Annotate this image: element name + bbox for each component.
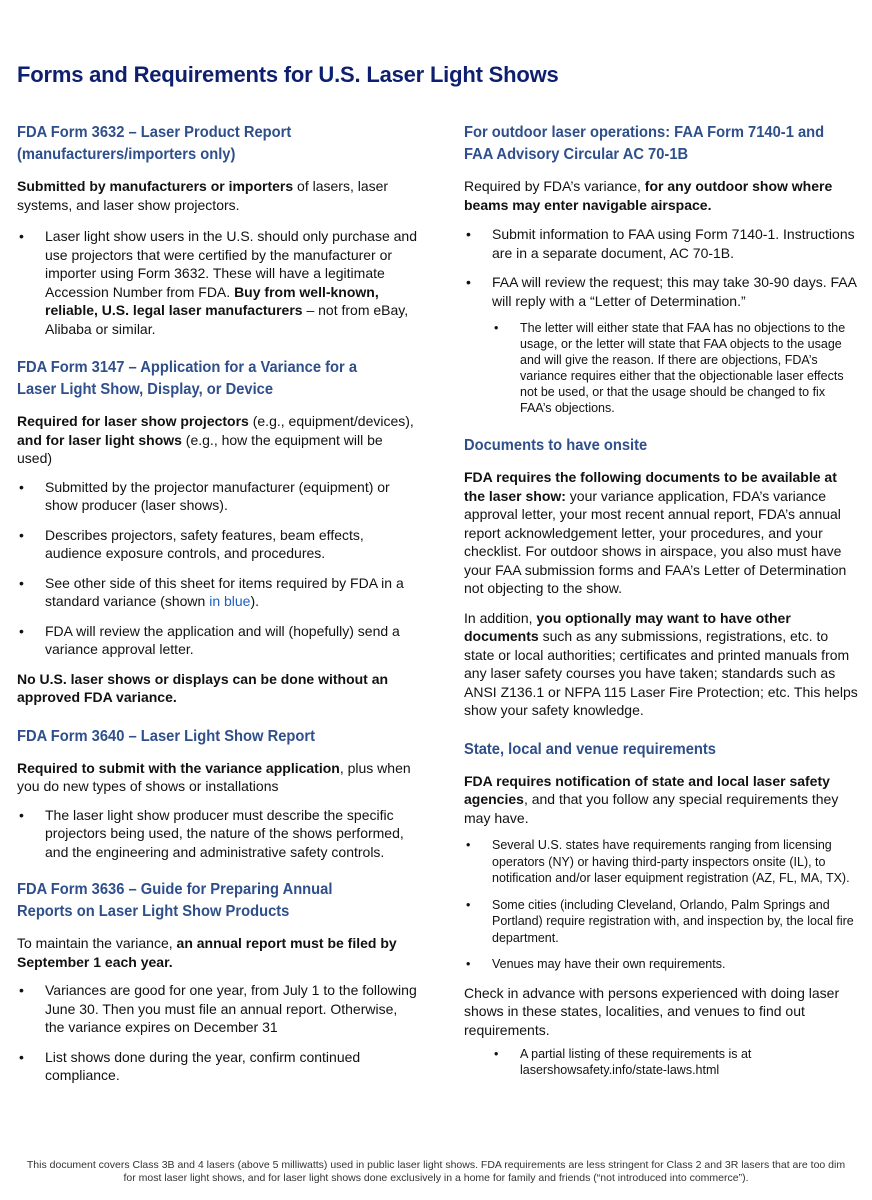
paragraph-text: such as any submissions, registrations, etc. to state or local authorities; certificates and printed manuals from any laser safety courses you have taken; standards such as ANSI Z136.1 or NFPA 115 Laser Fire Protection; etc. This helps show your safety knowledge. [464,628,858,718]
heading-line: For outdoor laser operations: FAA Form 7140-1 and [464,124,825,141]
bullet-icon: • [466,274,471,290]
paragraph-bold: you optionally may want to have other documents [464,609,791,644]
page-title: Forms and Requirements for U.S. Laser Light Shows [17,62,559,87]
section-heading [17,879,414,923]
section-form-3632 [17,122,417,338]
list-item [17,981,417,1037]
bullet-icon: • [19,228,24,244]
list-item [464,1046,860,1078]
item-text: Submit information to FAA using Form 7140-1. Instructions are in a separate document, AC 70-1B. [492,226,855,261]
heading-line: Reports on Laser Light Show Products [17,903,290,920]
intro-bold: FDA requires notification of state and local laser safety agencies [464,772,830,807]
section-documents-onsite [464,435,860,720]
item-text: Several U.S. states have requirements ranging from licensing operators (NY) or having third-party inspectors onsite (IL), to notification and/or laser equipment registration (AZ, FL, MA, TX). [492,838,850,885]
list-item [17,622,417,659]
heading-line: FAA Advisory Circular AC 70-1B [464,146,689,163]
item-text: The letter will either state that FAA has no objections to the usage, or the letter will state that FAA objects to the usage and will give the reason. If there are objections, FDA’s variance requires either that the objectionable laser effects not be used, or that the usage should be changed to fix FAA’s objections. [520,321,846,415]
section-paragraph [464,609,860,720]
bullet-icon: • [19,622,24,639]
item-text: The laser light show producer must describe the specific projectors being used, the nature of the shows performed, and the engineering and administrative safety controls. [45,806,404,860]
item-text: Laser light show users in the U.S. should only purchase and use projectors that were certified by the manufacturer or importer using Form 3632. These will have a legitimate Accession Number from FDA. [45,228,417,300]
intro-bold: Submitted by manufacturers or importers [17,178,294,194]
list-item [17,574,417,611]
intro-text: To maintain the variance, [17,935,177,951]
bullet-icon: • [19,1048,24,1065]
section-closing: Check in advance with persons experienced with doing laser shows in these states, localities, and venues to find out requirements. [464,984,840,1038]
intro-bold: for any outdoor show where beams may enter navigable airspace. [464,178,833,213]
sub-bullet-list [464,320,860,416]
intro-text: of lasers, laser systems, and laser show projectors. [17,178,389,213]
item-blue-text: in blue [209,593,251,609]
item-text: List shows done during the year, confirm continued compliance. [45,1048,361,1083]
section-form-3640 [17,726,417,862]
item-text: Describes projectors, safety features, beam effects, audience exposure controls, and procedures. [45,526,364,561]
bullet-list [17,478,417,659]
section-state-local [464,739,860,1079]
heading-line: Laser Light Show, Display, or Device [17,381,274,398]
intro-bold: and for laser light shows [17,431,182,448]
left-column [17,122,417,1085]
heading-line: FDA Form 3636 – Guide for Preparing Annual [17,881,333,898]
intro-bold: Required to submit with the variance application [17,759,340,776]
paragraph-text: In addition, [464,609,537,626]
list-item [17,478,417,515]
list-item [17,526,417,563]
item-text: A partial listing of these requirements is at lasershowsafety.info/state-laws.html [520,1047,752,1077]
bullet-list [17,981,417,1085]
section-intro [464,772,860,828]
section-paragraph [464,468,860,598]
list-item [17,227,417,338]
section-heading [17,122,414,166]
intro-text: (e.g., how the equipment will be used) [17,431,383,466]
right-column [464,122,860,1078]
list-item [464,837,860,887]
section-outdoor-faa [464,122,860,416]
list-item [464,320,860,416]
item-text: FAA will review the request; this may take 30-90 days. FAA will reply with a “Letter of Determination.” [492,274,857,309]
bullet-icon: • [466,897,471,912]
bullet-icon: • [19,574,24,591]
list-item [464,956,860,973]
bullet-icon: • [494,321,499,335]
section-intro [464,177,860,214]
heading-line: (manufacturers/importers only) [17,146,236,163]
bullet-list [17,227,417,338]
item-text: Variances are good for one year, from July 1 to the following June 30. Then you must file an annual report. Otherwise, the variance expires on December 31 [45,982,417,1035]
section-intro [17,412,417,468]
section-form-3636 [17,879,417,1085]
page-footer: This document covers Class 3B and 4 lasers (above 5 milliwatts) used in public laser light shows. FDA requirements are less stringent for Class 2 and 3R lasers that are too dim for most laser light shows, and for laser light shows done exclusively in a home for family and friends (“not introduced into commerce”). [26,1159,846,1184]
intro-text: (e.g., equipment/devices), [248,413,414,429]
list-item [17,806,417,862]
heading-line: FDA Form 3632 – Laser Product Report [17,124,292,141]
bullet-list [464,225,860,310]
item-text: – not from eBay, Alibaba or similar. [45,302,409,337]
intro-bold: Required for laser show projectors [17,413,249,429]
heading-line: FDA Form 3147 – Application for a Variance for a [17,359,358,376]
intro-text: , plus when you do new types of shows or installations [17,759,411,794]
section-heading: FDA Form 3640 – Laser Light Show Report [17,727,315,745]
sub-bullet-list [464,1046,860,1078]
bullet-icon: • [19,526,24,543]
intro-text: Required by FDA’s variance, [464,178,645,194]
bullet-icon: • [466,838,471,852]
bullet-list [464,837,860,973]
section-closing: No U.S. laser shows or displays can be done without an approved FDA variance. [17,670,389,705]
section-intro [17,177,417,214]
bullet-icon: • [19,806,24,823]
item-text: Some cities (including Cleveland, Orlando, Palm Springs and Portland) require registration with, and inspection by, the local fire department. [492,897,854,945]
bullet-icon: • [19,982,24,998]
item-bold: Buy from well-known, reliable, U.S. legal laser manufacturers [45,283,379,318]
item-text: ). [250,593,260,609]
bullet-icon: • [494,1047,499,1061]
section-heading: Documents to have onsite [464,437,648,454]
intro-bold: an annual report must be filed by September 1 each year. [17,935,397,970]
section-form-3147 [17,357,417,707]
item-text: Submitted by the projector manufacturer (equipment) or show producer (laser shows). [45,478,390,513]
list-item [464,273,860,310]
section-intro [17,759,417,796]
list-item [17,1048,417,1085]
list-item [464,225,860,262]
intro-text: , and that you follow any special requirements they may have. [464,791,839,826]
item-text: FDA will review the application and will (hopefully) send a variance approval letter. [45,622,400,657]
section-heading [464,122,857,166]
section-intro [17,934,417,971]
section-heading: State, local and venue requirements [464,740,716,758]
bullet-icon: • [19,478,24,495]
bullet-icon: • [466,957,471,971]
item-text: Venues may have their own requirements. [492,957,726,971]
paragraph-text: your variance application, FDA’s variance approval letter, your most recent annual report, FDA’s annual report acknowledgement letter, your procedures, and your checklist. For outdoor shows in airspace, you also must have your FAA submission forms and FAA’s Letter of Determination not objecting to the show. [464,487,847,596]
bullet-list [17,806,417,862]
section-heading [17,357,414,401]
list-item [464,897,860,947]
paragraph-bold: FDA requires the following documents to be available at the laser show: [464,469,837,504]
item-text: See other side of this sheet for items required by FDA in a standard variance (shown [45,574,404,609]
bullet-icon: • [466,226,471,242]
